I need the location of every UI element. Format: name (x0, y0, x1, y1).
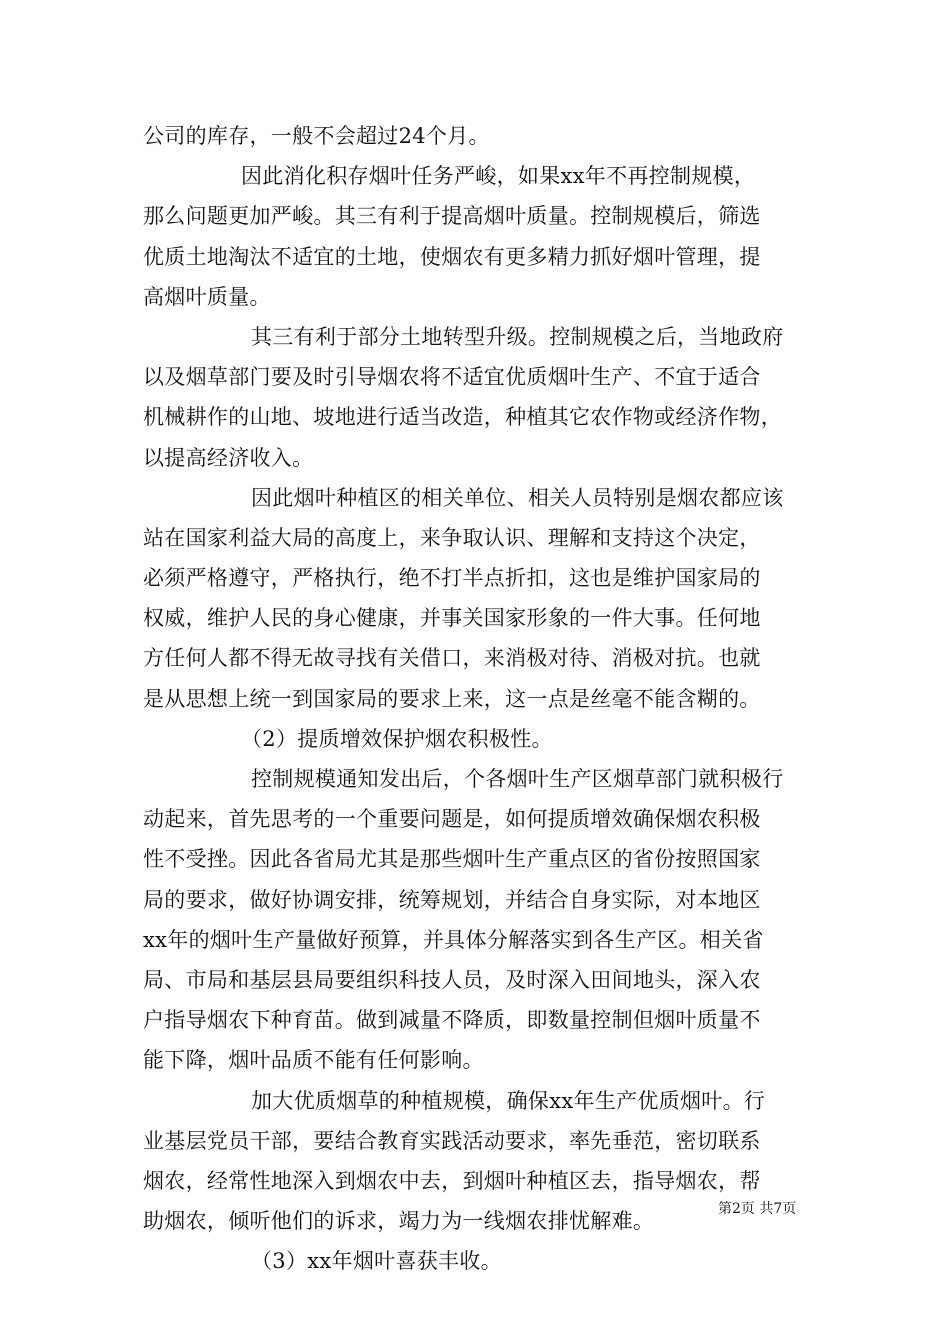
text-line: 以及烟草部门要及时引导烟农将不适宜优质烟叶生产、不宜于适合 (143, 365, 761, 390)
text-line: 助烟农，倾听他们的诉求，竭力为一线烟农排忧解难。 (143, 1209, 655, 1234)
text-line: xx年的烟叶生产量做好预算，并具体分解落实到各生产区。相关省 (143, 927, 764, 952)
text-line: 局的要求，做好协调安排，统筹规划，并结合自身实际，对本地区 (143, 887, 761, 912)
text-line: 加大优质烟草的种植规模，确保xx年生产优质烟叶。行 (251, 1088, 766, 1113)
text-line: 机械耕作的山地、坡地进行适当改造，种植其它农作物或经济作物， (143, 405, 782, 430)
page-number-footer: 第2页 共7页 (718, 1201, 797, 1217)
text-line: 权威，维护人民的身心健康，并事关国家形象的一件大事。任何地 (143, 606, 761, 631)
text-line: 控制规模通知发出后，个各烟叶生产区烟草部门就积极行 (251, 767, 784, 791)
text-line: 必须严格遵守，严格执行，绝不打半点折扣，这也是维护国家局的 (143, 566, 761, 591)
text-line: 优质土地淘汰不适宜的土地，使烟农有更多精力抓好烟叶管理，提 (143, 244, 761, 269)
text-line: 能下降，烟叶品质不能有任何影响。 (143, 1048, 484, 1073)
section-heading: （3）xx年烟叶喜获丰收。 (251, 1249, 502, 1274)
text-line: 方任何人都不得无故寻找有关借口，来消极对待、消极对抗。也就 (143, 646, 761, 671)
text-line: 动起来，首先思考的一个重要问题是，如何提质增效确保烟农积极 (143, 807, 761, 832)
section-heading: （2）提质增效保护烟农积极性。 (241, 726, 553, 751)
text-line: 是从思想上统一到国家局的要求上来，这一点是丝毫不能含糊的。 (143, 686, 761, 711)
text-line: 公司的库存，一般不会超过24个月。 (143, 124, 490, 148)
text-line: 业基层党员干部，要结合教育实践活动要求，率先垂范，密切联系 (143, 1128, 761, 1153)
text-line: 性不受挫。因此各省局尤其是那些烟叶生产重点区的省份按照国家 (143, 847, 761, 872)
text-line: 那么问题更加严峻。其三有利于提高烟叶质量。控制规模后，筛选 (143, 204, 761, 229)
body-text (143, 116, 818, 1281)
text-line: 户指导烟农下种育苗。做到减量不降质，即数量控制但烟叶质量不 (143, 1008, 761, 1033)
text-line: 站在国家利益大局的高度上，来争取认识、理解和支持这个决定， (143, 525, 761, 550)
text-line: 高烟叶质量。 (143, 284, 271, 309)
text-line: 其三有利于部分土地转型升级。控制规模之后，当地政府 (251, 324, 784, 349)
text-line: 因此消化积存烟叶任务严峻，如果xx年不再控制规模， (241, 164, 756, 189)
text-line: 局、市局和基层县局要组织科技人员，及时深入田间地头，深入农 (143, 967, 761, 992)
text-line: 因此烟叶种植区的相关单位、相关人员特别是烟农都应该 (251, 485, 784, 510)
text-line: 以提高经济收入。 (143, 445, 314, 470)
text-line: 烟农，经常性地深入到烟农中去，到烟叶种植区去，指导烟农，帮 (143, 1168, 761, 1193)
